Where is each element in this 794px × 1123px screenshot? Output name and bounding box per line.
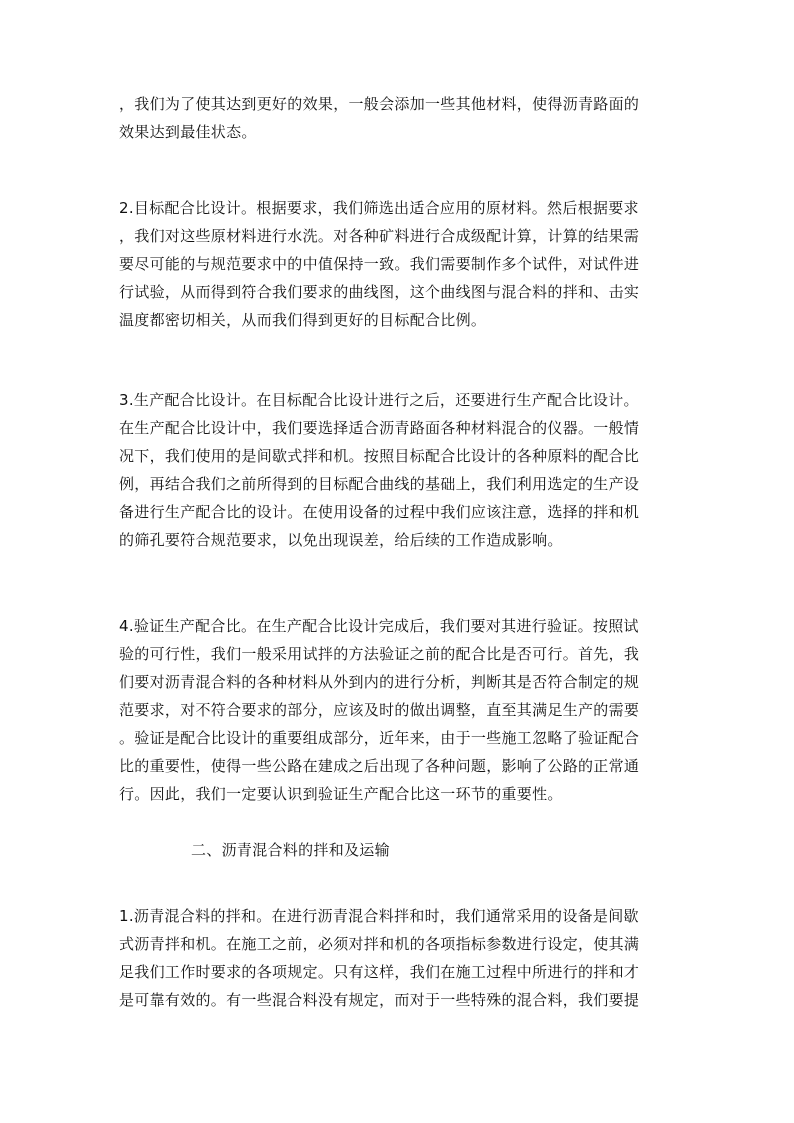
text-line: 比的重要性，使得一些公路在建成之后出现了各种问题，影响了公路的正常通 <box>119 757 640 775</box>
text-line: 范要求，对不符合要求的部分，应该及时的做出调整，直至其满足生产的需要 <box>119 701 640 719</box>
text-line: 是可靠有效的。有一些混合料没有规定，而对于一些特殊的混合料，我们要提 <box>119 991 640 1009</box>
paragraph-verify-production-mix <box>119 612 679 808</box>
text-line: 验的可行性，我们一般采用试拌的方法验证之前的配合比是否可行。首先，我 <box>119 645 640 663</box>
text-line: 式沥青拌和机。在施工之前，必须对拌和机的各项指标参数进行设定，使其满 <box>119 935 640 953</box>
text-line: ，我们为了使其达到更好的效果，一般会添加一些其他材料，使得沥青路面的 <box>119 95 640 113</box>
text-line: 效果达到最佳状态。 <box>119 123 257 141</box>
text-line: 。验证是配合比设计的重要组成部分，近年来，由于一些施工忽略了验证配合 <box>119 729 640 747</box>
text-line: ，我们对这些原材料进行水洗。对各种矿料进行合成级配计算，计算的结果需 <box>119 227 640 245</box>
text-line: 1.沥青混合料的拌和。在进行沥青混合料拌和时，我们通常采用的设备是间歇 <box>119 907 639 925</box>
paragraph-production-mix-design <box>119 386 679 554</box>
text-line: 行。因此，我们一定要认识到验证生产配合比这一环节的重要性。 <box>119 785 563 803</box>
section-heading: 二、沥青混合料的拌和及运输 <box>191 841 390 859</box>
text-line: 们要对沥青混合料的各种材料从外到内的进行分析，判断其是否符合制定的规 <box>119 673 640 691</box>
text-line: 3.生产配合比设计。在目标配合比设计进行之后，还要进行生产配合比设计。 <box>119 391 639 409</box>
paragraph-intro-continuation <box>119 90 679 146</box>
text-line: 温度都密切相关，从而我们得到更好的目标配合比例。 <box>119 311 487 329</box>
text-line: 例，再结合我们之前所得到的目标配合曲线的基础上，我们利用选定的生产设 <box>119 475 640 493</box>
text-line: 在生产配合比设计中，我们要选择适合沥青路面各种材料混合的仪器。一般情 <box>119 419 640 437</box>
text-line: 要尽可能的与规范要求中的中值保持一致。我们需要制作多个试件，对试件进 <box>119 255 640 273</box>
text-line: 况下，我们使用的是间歇式拌和机。按照目标配合比设计的各种原料的配合比 <box>119 447 640 465</box>
text-line: 足我们工作时要求的各项规定。只有这样，我们在施工过程中所进行的拌和才 <box>119 963 640 981</box>
text-line: 4.验证生产配合比。在生产配合比设计完成后，我们要对其进行验证。按照试 <box>119 617 639 635</box>
paragraph-mixing <box>119 902 679 1014</box>
text-line: 行试验，从而得到符合我们要求的曲线图，这个曲线图与混合料的拌和、击实 <box>119 283 640 301</box>
text-line: 的筛孔要符合规范要求，以免出现误差，给后续的工作造成影响。 <box>119 531 563 549</box>
paragraph-target-mix-design <box>119 194 679 334</box>
text-line: 备进行生产配合比的设计。在使用设备的过程中我们应该注意，选择的拌和机 <box>119 503 640 521</box>
text-line: 2.目标配合比设计。根据要求，我们筛选出适合应用的原材料。然后根据要求 <box>119 199 639 217</box>
